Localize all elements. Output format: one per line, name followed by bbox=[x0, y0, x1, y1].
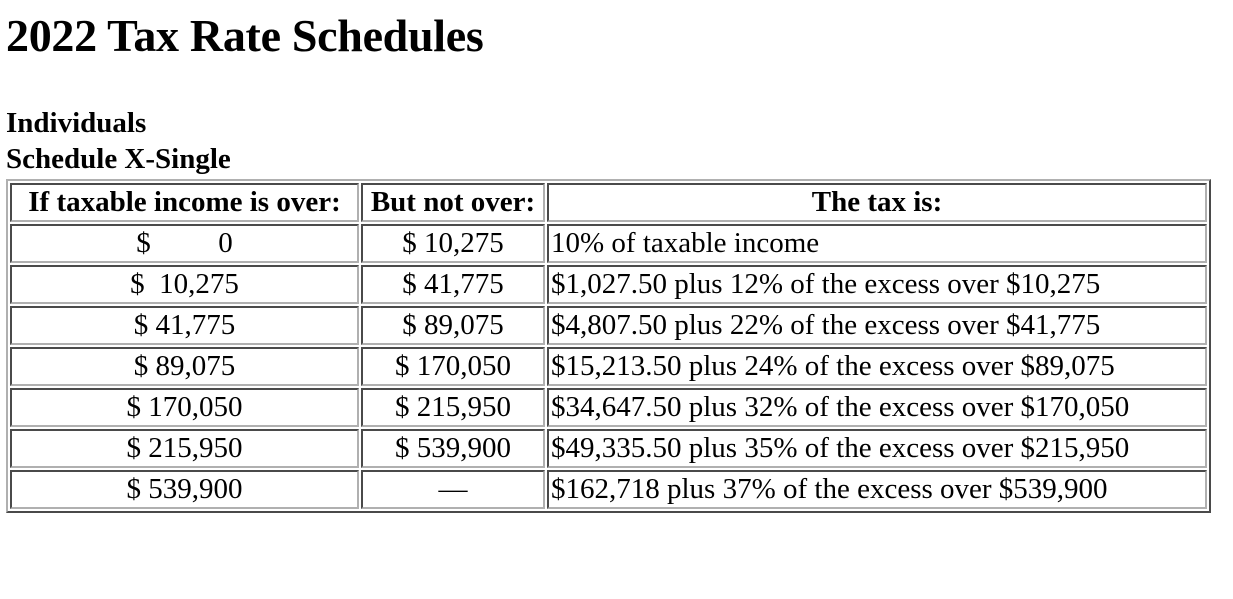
cell-tax: $15,213.50 plus 24% of the excess over $89,075 bbox=[547, 347, 1207, 386]
cell-income-over bbox=[10, 470, 359, 509]
amount: 215,950 bbox=[148, 432, 243, 464]
amount: 10,275 bbox=[424, 227, 504, 259]
cell-not-over bbox=[361, 470, 545, 509]
currency-sign: $ bbox=[395, 350, 410, 382]
currency-sign: $ bbox=[133, 350, 149, 382]
table-row bbox=[10, 388, 1207, 427]
cell-not-over bbox=[361, 388, 545, 427]
cell-not-over bbox=[361, 347, 545, 386]
cell-tax: $162,718 plus 37% of the excess over $539,900 bbox=[547, 470, 1207, 509]
table-row bbox=[10, 429, 1207, 468]
amount: 215,950 bbox=[416, 391, 511, 423]
table-header-row bbox=[10, 183, 1207, 222]
amount: 89,075 bbox=[155, 350, 236, 382]
cell-not-over bbox=[361, 429, 545, 468]
table-row bbox=[10, 470, 1207, 509]
currency-sign: $ bbox=[133, 309, 149, 341]
currency-sign: $ bbox=[136, 227, 151, 259]
header-income-over: If taxable income is over: bbox=[10, 183, 359, 222]
currency-sign: $ bbox=[395, 432, 410, 464]
page-title: 2022 Tax Rate Schedules bbox=[6, 10, 484, 61]
cell-not-over bbox=[361, 224, 545, 263]
table-row bbox=[10, 347, 1207, 386]
section-heading: Individuals bbox=[6, 107, 147, 139]
cell-income-over bbox=[10, 388, 359, 427]
amount: 41,775 bbox=[155, 309, 236, 341]
cell-not-over bbox=[361, 306, 545, 345]
currency-sign: $ bbox=[395, 391, 410, 423]
currency-sign: $ bbox=[402, 227, 417, 259]
currency-sign: $ bbox=[402, 309, 417, 341]
amount: 539,900 bbox=[148, 473, 243, 505]
table-row bbox=[10, 224, 1207, 263]
cell-not-over bbox=[361, 265, 545, 304]
amount: 10,275 bbox=[159, 268, 239, 300]
header-tax: The tax is: bbox=[547, 183, 1207, 222]
cell-tax: $4,807.50 plus 22% of the excess over $41,775 bbox=[547, 306, 1207, 345]
currency-sign: $ bbox=[126, 391, 141, 423]
cell-tax: $49,335.50 plus 35% of the excess over $215,950 bbox=[547, 429, 1207, 468]
amount: 170,050 bbox=[148, 391, 243, 423]
cell-tax: $34,647.50 plus 32% of the excess over $170,050 bbox=[547, 388, 1207, 427]
table-row bbox=[10, 306, 1207, 345]
table-row bbox=[10, 265, 1207, 304]
cell-income-over bbox=[10, 429, 359, 468]
currency-sign: $ bbox=[126, 473, 141, 505]
amount: 539,900 bbox=[416, 432, 511, 464]
currency-sign: $ bbox=[402, 268, 417, 300]
amount: 0 bbox=[218, 227, 233, 259]
amount: 170,050 bbox=[416, 350, 511, 382]
cell-income-over bbox=[10, 347, 359, 386]
amount: — bbox=[438, 473, 468, 505]
cell-tax: 10% of taxable income bbox=[547, 224, 1207, 263]
tax-rate-table bbox=[6, 179, 1211, 513]
cell-income-over bbox=[10, 265, 359, 304]
schedule-heading: Schedule X-Single bbox=[6, 143, 231, 175]
header-not-over: But not over: bbox=[361, 183, 545, 222]
currency-sign: $ bbox=[126, 432, 141, 464]
amount: 89,075 bbox=[424, 309, 504, 341]
cell-income-over bbox=[10, 224, 359, 263]
cell-income-over bbox=[10, 306, 359, 345]
amount: 41,775 bbox=[424, 268, 504, 300]
cell-tax: $1,027.50 plus 12% of the excess over $10,275 bbox=[547, 265, 1207, 304]
currency-sign: $ bbox=[130, 268, 145, 300]
